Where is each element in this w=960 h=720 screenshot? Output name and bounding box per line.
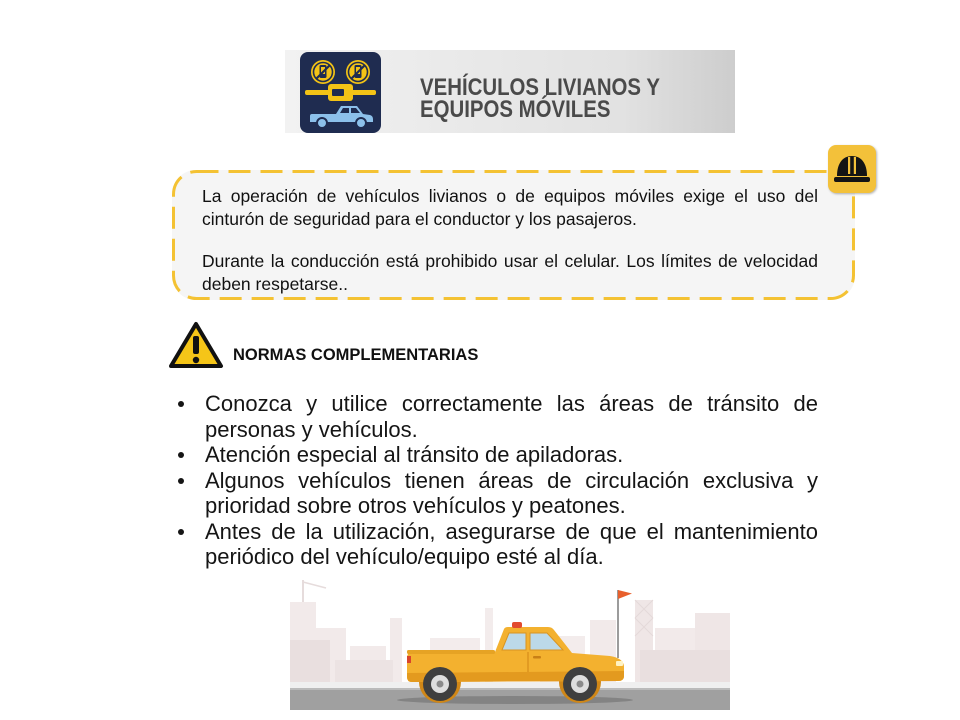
rule-item xyxy=(178,519,818,570)
bullet-icon xyxy=(178,529,184,535)
rule-item-text: Conozca y utilice correctamente las áreas de tránsito de personas y vehículos. xyxy=(205,391,818,442)
rule-item-text: Antes de la utilización, asegurarse de que el mantenimiento periódico del vehículo/equipo esté al día. xyxy=(205,518,818,569)
wheel xyxy=(423,667,457,701)
bullet-icon xyxy=(178,452,184,458)
rules-list xyxy=(178,391,818,570)
section-heading: NORMAS COMPLEMENTARIAS xyxy=(233,346,479,364)
wheel xyxy=(563,667,597,701)
safety-notice-text xyxy=(202,185,818,296)
road xyxy=(290,682,730,710)
no-phone-seatbelt-pickup-icon xyxy=(300,52,381,133)
notice-paragraph: Durante la conducción está prohibido usar el celular. Los límites de velocidad deben respetarse.. xyxy=(202,251,818,294)
bullet-icon xyxy=(178,478,184,484)
no-phone-icon xyxy=(311,60,335,84)
section-banner xyxy=(285,50,735,133)
flag-pole xyxy=(618,590,632,658)
bullet-icon xyxy=(178,401,184,407)
helmet-icon xyxy=(828,145,876,193)
banner-title-line-2: EQUIPOS MÓVILES xyxy=(420,96,611,123)
no-phone-icon xyxy=(346,60,370,84)
warning-triangle-icon xyxy=(168,320,224,370)
notice-paragraph: La operación de vehículos livianos o de equipos móviles exige el uso del cinturón de seguridad para el conductor y los pasajeros. xyxy=(202,186,818,229)
rule-item xyxy=(178,391,818,442)
banner-title-line-1: VEHÍCULOS LIVIANOS Y xyxy=(420,74,660,101)
rule-item xyxy=(178,442,818,468)
rule-item xyxy=(178,468,818,519)
rule-item-text: Atención especial al tránsito de apiladoras. xyxy=(205,442,624,467)
pickup-truck-illustration xyxy=(290,578,730,710)
rule-item-text: Algunos vehículos tienen áreas de circulación exclusiva y prioridad sobre otros vehículos y peatones. xyxy=(205,467,818,518)
